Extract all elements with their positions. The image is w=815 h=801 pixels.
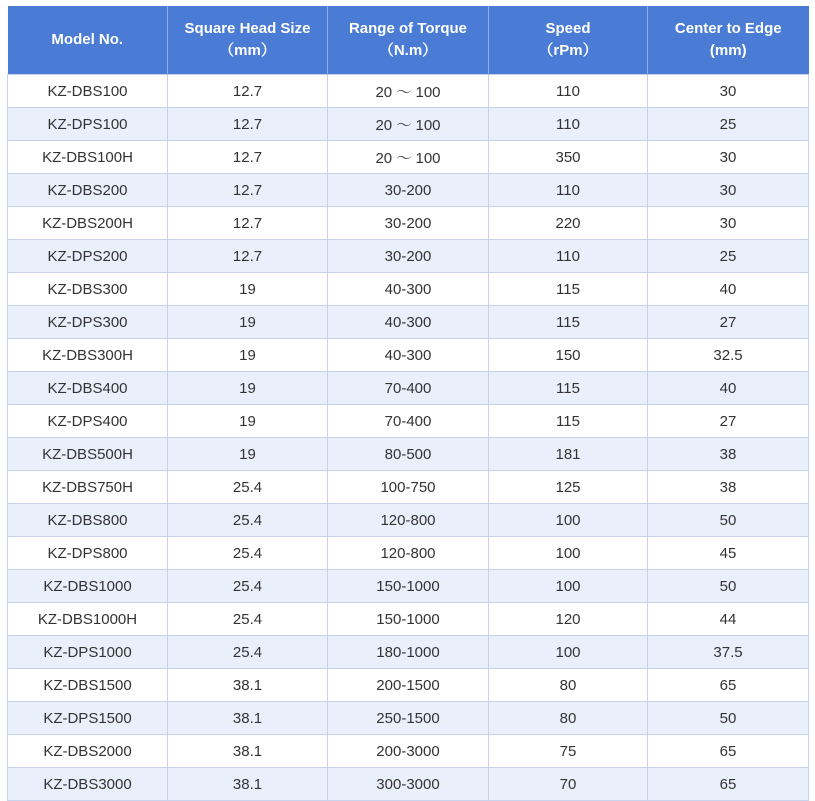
cell-range-of-torque: 20 ～ 100 xyxy=(328,75,489,108)
cell-center-to-edge: 45 xyxy=(648,537,809,570)
header-model-no-label: Model No. xyxy=(51,31,124,48)
cell-range-of-torque: 200-3000 xyxy=(328,735,489,768)
cell-model-no: KZ-DBS100 xyxy=(8,75,168,108)
cell-model-no: KZ-DBS1000H xyxy=(8,603,168,636)
cell-square-head-size: 19 xyxy=(168,339,328,372)
table-row xyxy=(8,471,809,504)
cell-center-to-edge: 38 xyxy=(648,471,809,504)
cell-square-head-size: 19 xyxy=(168,306,328,339)
cell-speed: 110 xyxy=(489,75,648,108)
cell-range-of-torque: 120-800 xyxy=(328,537,489,570)
table-row xyxy=(8,339,809,372)
cell-center-to-edge: 27 xyxy=(648,405,809,438)
cell-square-head-size: 19 xyxy=(168,438,328,471)
cell-speed: 120 xyxy=(489,603,648,636)
header-speed xyxy=(489,6,648,75)
cell-center-to-edge: 30 xyxy=(648,75,809,108)
cell-square-head-size: 25.4 xyxy=(168,636,328,669)
table-row xyxy=(8,240,809,273)
cell-speed: 220 xyxy=(489,207,648,240)
cell-center-to-edge: 27 xyxy=(648,306,809,339)
cell-center-to-edge: 30 xyxy=(648,141,809,174)
table-row xyxy=(8,537,809,570)
cell-speed: 100 xyxy=(489,570,648,603)
cell-model-no: KZ-DPS1000 xyxy=(8,636,168,669)
table-row xyxy=(8,768,809,801)
header-range-of-torque xyxy=(328,6,489,75)
cell-speed: 115 xyxy=(489,273,648,306)
cell-range-of-torque: 30-200 xyxy=(328,240,489,273)
cell-speed: 110 xyxy=(489,108,648,141)
cell-square-head-size: 12.7 xyxy=(168,108,328,141)
cell-center-to-edge: 65 xyxy=(648,768,809,801)
header-range-of-torque-unit: （N.m） xyxy=(378,42,438,59)
cell-square-head-size: 38.1 xyxy=(168,669,328,702)
header-row xyxy=(8,6,809,75)
cell-square-head-size: 12.7 xyxy=(168,75,328,108)
cell-speed: 181 xyxy=(489,438,648,471)
cell-range-of-torque: 40-300 xyxy=(328,306,489,339)
cell-range-of-torque: 100-750 xyxy=(328,471,489,504)
cell-center-to-edge: 50 xyxy=(648,702,809,735)
cell-range-of-torque: 40-300 xyxy=(328,273,489,306)
cell-center-to-edge: 37.5 xyxy=(648,636,809,669)
cell-square-head-size: 25.4 xyxy=(168,570,328,603)
cell-model-no: KZ-DBS2000 xyxy=(8,735,168,768)
cell-center-to-edge: 44 xyxy=(648,603,809,636)
cell-range-of-torque: 150-1000 xyxy=(328,570,489,603)
cell-model-no: KZ-DBS1000 xyxy=(8,570,168,603)
cell-model-no: KZ-DBS400 xyxy=(8,372,168,405)
cell-speed: 80 xyxy=(489,702,648,735)
table-row xyxy=(8,141,809,174)
cell-square-head-size: 25.4 xyxy=(168,471,328,504)
cell-range-of-torque: 30-200 xyxy=(328,174,489,207)
cell-model-no: KZ-DPS200 xyxy=(8,240,168,273)
table-row xyxy=(8,306,809,339)
header-speed-unit: （rPm） xyxy=(538,42,598,59)
table-row xyxy=(8,702,809,735)
table-row xyxy=(8,405,809,438)
table-row xyxy=(8,735,809,768)
cell-model-no: KZ-DPS100 xyxy=(8,108,168,141)
header-speed-label: Speed xyxy=(545,20,591,37)
cell-range-of-torque: 40-300 xyxy=(328,339,489,372)
cell-square-head-size: 12.7 xyxy=(168,240,328,273)
cell-speed: 115 xyxy=(489,405,648,438)
cell-model-no: KZ-DBS200 xyxy=(8,174,168,207)
header-model-no xyxy=(8,6,168,75)
cell-model-no: KZ-DBS800 xyxy=(8,504,168,537)
cell-range-of-torque: 80-500 xyxy=(328,438,489,471)
cell-speed: 125 xyxy=(489,471,648,504)
cell-speed: 100 xyxy=(489,537,648,570)
cell-square-head-size: 38.1 xyxy=(168,702,328,735)
spec-table xyxy=(7,6,809,801)
table-row xyxy=(8,636,809,669)
cell-range-of-torque: 180-1000 xyxy=(328,636,489,669)
cell-square-head-size: 19 xyxy=(168,405,328,438)
table-row xyxy=(8,438,809,471)
cell-model-no: KZ-DPS800 xyxy=(8,537,168,570)
cell-speed: 80 xyxy=(489,669,648,702)
table-row xyxy=(8,174,809,207)
cell-square-head-size: 25.4 xyxy=(168,537,328,570)
cell-range-of-torque: 70-400 xyxy=(328,405,489,438)
table-header xyxy=(8,6,809,75)
cell-square-head-size: 12.7 xyxy=(168,141,328,174)
cell-square-head-size: 19 xyxy=(168,273,328,306)
cell-model-no: KZ-DBS300H xyxy=(8,339,168,372)
cell-range-of-torque: 30-200 xyxy=(328,207,489,240)
cell-center-to-edge: 40 xyxy=(648,372,809,405)
cell-speed: 115 xyxy=(489,372,648,405)
header-range-of-torque-label: Range of Torque xyxy=(348,20,468,37)
cell-speed: 110 xyxy=(489,240,648,273)
table-row xyxy=(8,207,809,240)
cell-center-to-edge: 40 xyxy=(648,273,809,306)
cell-speed: 100 xyxy=(489,504,648,537)
header-center-to-edge-label: Center to Edge xyxy=(674,20,782,37)
cell-range-of-torque: 200-1500 xyxy=(328,669,489,702)
table-row xyxy=(8,504,809,537)
cell-range-of-torque: 150-1000 xyxy=(328,603,489,636)
cell-square-head-size: 19 xyxy=(168,372,328,405)
cell-model-no: KZ-DBS300 xyxy=(8,273,168,306)
cell-square-head-size: 38.1 xyxy=(168,768,328,801)
cell-model-no: KZ-DBS1500 xyxy=(8,669,168,702)
header-square-head-size xyxy=(168,6,328,75)
cell-speed: 115 xyxy=(489,306,648,339)
cell-model-no: KZ-DPS400 xyxy=(8,405,168,438)
cell-range-of-torque: 300-3000 xyxy=(328,768,489,801)
cell-speed: 350 xyxy=(489,141,648,174)
table-row xyxy=(8,603,809,636)
header-center-to-edge-unit: (mm) xyxy=(709,42,747,59)
cell-speed: 150 xyxy=(489,339,648,372)
cell-range-of-torque: 250-1500 xyxy=(328,702,489,735)
cell-range-of-torque: 70-400 xyxy=(328,372,489,405)
cell-center-to-edge: 25 xyxy=(648,108,809,141)
cell-speed: 70 xyxy=(489,768,648,801)
cell-center-to-edge: 30 xyxy=(648,174,809,207)
header-square-head-size-label: Square Head Size xyxy=(184,20,311,37)
spec-table-container xyxy=(7,6,808,801)
cell-speed: 75 xyxy=(489,735,648,768)
cell-model-no: KZ-DBS3000 xyxy=(8,768,168,801)
cell-model-no: KZ-DBS100H xyxy=(8,141,168,174)
cell-speed: 100 xyxy=(489,636,648,669)
cell-center-to-edge: 32.5 xyxy=(648,339,809,372)
table-row xyxy=(8,108,809,141)
cell-speed: 110 xyxy=(489,174,648,207)
cell-range-of-torque: 20 ～ 100 xyxy=(328,141,489,174)
cell-model-no: KZ-DPS1500 xyxy=(8,702,168,735)
table-row xyxy=(8,372,809,405)
header-center-to-edge xyxy=(648,6,809,75)
cell-range-of-torque: 120-800 xyxy=(328,504,489,537)
cell-model-no: KZ-DBS200H xyxy=(8,207,168,240)
cell-center-to-edge: 30 xyxy=(648,207,809,240)
cell-center-to-edge: 65 xyxy=(648,669,809,702)
cell-center-to-edge: 50 xyxy=(648,570,809,603)
cell-center-to-edge: 25 xyxy=(648,240,809,273)
cell-model-no: KZ-DBS500H xyxy=(8,438,168,471)
cell-range-of-torque: 20 ～ 100 xyxy=(328,108,489,141)
cell-model-no: KZ-DBS750H xyxy=(8,471,168,504)
cell-center-to-edge: 65 xyxy=(648,735,809,768)
table-body xyxy=(8,75,809,801)
cell-square-head-size: 38.1 xyxy=(168,735,328,768)
table-row xyxy=(8,669,809,702)
table-row xyxy=(8,75,809,108)
cell-square-head-size: 25.4 xyxy=(168,603,328,636)
table-row xyxy=(8,273,809,306)
cell-square-head-size: 12.7 xyxy=(168,174,328,207)
cell-model-no: KZ-DPS300 xyxy=(8,306,168,339)
cell-center-to-edge: 50 xyxy=(648,504,809,537)
cell-center-to-edge: 38 xyxy=(648,438,809,471)
cell-square-head-size: 25.4 xyxy=(168,504,328,537)
cell-square-head-size: 12.7 xyxy=(168,207,328,240)
table-row xyxy=(8,570,809,603)
header-square-head-size-unit: （mm） xyxy=(219,42,276,59)
